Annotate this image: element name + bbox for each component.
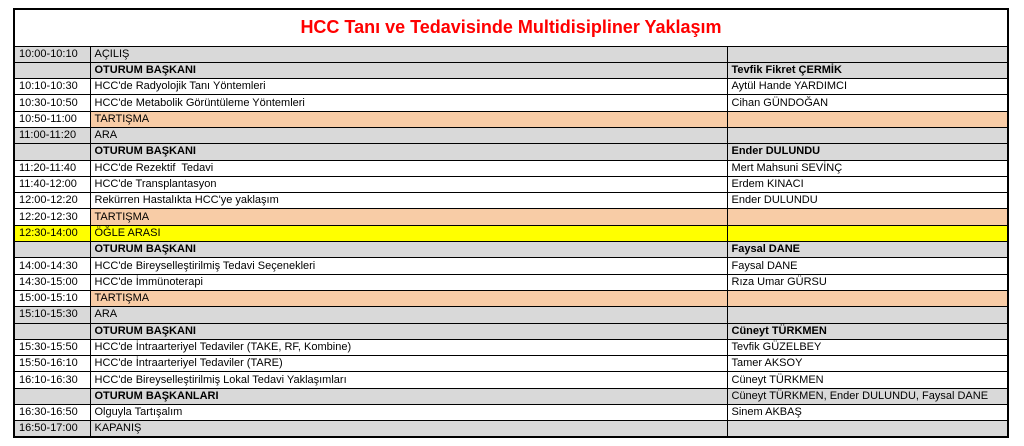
table-row [14,176,1008,192]
session-cell: ARA [90,307,727,323]
time-cell: 16:10-16:30 [14,372,90,388]
session-cell: ARA [90,127,727,143]
session-cell: HCC'de Transplantasyon [90,176,727,192]
table-row [14,290,1008,306]
time-cell: 15:50-16:10 [14,356,90,372]
speaker-cell [727,209,1008,225]
speaker-cell [727,225,1008,241]
table-row [14,209,1008,225]
table-row [14,225,1008,241]
session-cell: KAPANIŞ [90,421,727,438]
session-cell: OTURUM BAŞKANLARI [90,388,727,404]
table-row [14,111,1008,127]
program-rows [14,46,1008,437]
session-cell: HCC'de Bireyselleştirilmiş Lokal Tedavi Yaklaşımları [90,372,727,388]
session-cell: Olguyla Tartışalım [90,405,727,421]
table-row [14,339,1008,355]
session-cell: HCC'de İmmünoterapi [90,274,727,290]
time-cell: 11:00-11:20 [14,127,90,143]
time-cell: 10:10-10:30 [14,79,90,95]
time-cell: 15:30-15:50 [14,339,90,355]
speaker-cell: Cüneyt TÜRKMEN [727,372,1008,388]
speaker-cell [727,111,1008,127]
session-cell: ÖĞLE ARASI [90,225,727,241]
table-row [14,356,1008,372]
table-row [14,307,1008,323]
time-cell [14,62,90,78]
session-cell: AÇILIŞ [90,46,727,62]
time-cell: 14:30-15:00 [14,274,90,290]
table-row [14,95,1008,111]
speaker-cell: Erdem KINACI [727,176,1008,192]
table-row [14,144,1008,160]
speaker-cell: Cüneyt TÜRKMEN [727,323,1008,339]
session-cell: TARTIŞMA [90,111,727,127]
session-cell: TARTIŞMA [90,209,727,225]
time-cell: 12:20-12:30 [14,209,90,225]
time-cell: 10:30-10:50 [14,95,90,111]
table-row [14,405,1008,421]
table-row [14,421,1008,438]
session-cell: HCC'de İntraarteriyel Tedaviler (TARE) [90,356,727,372]
time-cell: 15:00-15:10 [14,290,90,306]
speaker-cell: Cüneyt TÜRKMEN, Ender DULUNDU, Faysal DANE [727,388,1008,404]
speaker-cell [727,127,1008,143]
speaker-cell: Tevfik Fikret ÇERMİK [727,62,1008,78]
session-cell: OTURUM BAŞKANI [90,144,727,160]
speaker-cell: Sinem AKBAŞ [727,405,1008,421]
speaker-cell: Faysal DANE [727,242,1008,258]
speaker-cell: Aytül Hande YARDIMCI [727,79,1008,95]
speaker-cell: Ender DULUNDU [727,193,1008,209]
program-table [13,8,1009,438]
time-cell: 16:30-16:50 [14,405,90,421]
session-cell: HCC'de Radyolojik Tanı Yöntemleri [90,79,727,95]
speaker-cell: Faysal DANE [727,258,1008,274]
table-row [14,62,1008,78]
table-row [14,160,1008,176]
speaker-cell: Mert Mahsuni SEVİNÇ [727,160,1008,176]
time-cell [14,323,90,339]
session-cell: HCC'de Bireyselleştirilmiş Tedavi Seçenekleri [90,258,727,274]
speaker-cell [727,307,1008,323]
table-row [14,258,1008,274]
time-cell: 11:40-12:00 [14,176,90,192]
table-row [14,323,1008,339]
table-row [14,372,1008,388]
session-cell: OTURUM BAŞKANI [90,323,727,339]
time-cell: 15:10-15:30 [14,307,90,323]
speaker-cell: Tevfik GÜZELBEY [727,339,1008,355]
time-cell: 10:50-11:00 [14,111,90,127]
table-row [14,79,1008,95]
speaker-cell: Ender DULUNDU [727,144,1008,160]
session-cell: TARTIŞMA [90,290,727,306]
table-row [14,242,1008,258]
table-row [14,127,1008,143]
page-title: HCC Tanı ve Tedavisinde Multidisipliner Yaklaşım [14,9,1008,46]
time-cell [14,242,90,258]
session-cell: OTURUM BAŞKANI [90,62,727,78]
title-row [14,9,1008,46]
table-row [14,388,1008,404]
speaker-cell [727,290,1008,306]
speaker-cell [727,46,1008,62]
table-row [14,193,1008,209]
time-cell [14,144,90,160]
speaker-cell: Tamer AKSOY [727,356,1008,372]
time-cell: 16:50-17:00 [14,421,90,438]
session-cell: HCC'de Rezektif Tedavi [90,160,727,176]
table-row [14,274,1008,290]
speaker-cell: Cihan GÜNDOĞAN [727,95,1008,111]
time-cell: 11:20-11:40 [14,160,90,176]
time-cell: 12:00-12:20 [14,193,90,209]
session-cell: Rekürren Hastalıkta HCC'ye yaklaşım [90,193,727,209]
speaker-cell [727,421,1008,438]
time-cell: 14:00-14:30 [14,258,90,274]
table-row [14,46,1008,62]
session-cell: OTURUM BAŞKANI [90,242,727,258]
time-cell: 12:30-14:00 [14,225,90,241]
session-cell: HCC'de İntraarteriyel Tedaviler (TAKE, RF, Kombine) [90,339,727,355]
session-cell: HCC'de Metabolik Görüntüleme Yöntemleri [90,95,727,111]
time-cell: 10:00-10:10 [14,46,90,62]
time-cell [14,388,90,404]
speaker-cell: Rıza Umar GÜRSU [727,274,1008,290]
